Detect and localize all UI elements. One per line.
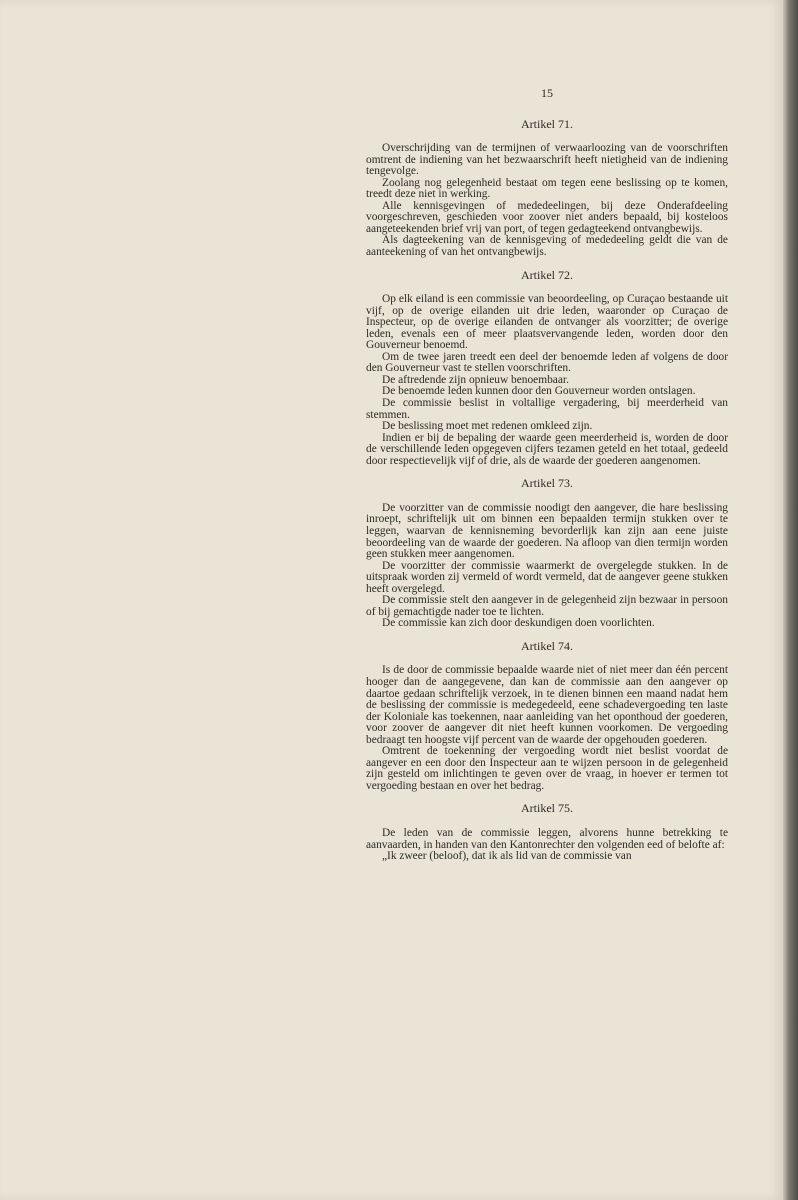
article-paragraph: Alle kennisgevingen of mededeelingen, bij deze Onderafdeeling voorgeschreven, geschieden voor zoover niet anders bepaald, bij kosteloos aangeteekenden brief vrij van port, of tegen gedagteekend ontvangbewijs.: [366, 199, 728, 235]
article-paragraph: De leden van de commissie leggen, alvorens hunne betrekking te aanvaarden, in handen van den Kantonrechter den volgenden eed of belofte af:: [366, 826, 728, 851]
article-paragraph: De voorzitter der commissie waarmerkt de overgelegde stukken. In de uitspraak worden zij vermeld of wordt vermeld, dat de aangever geene stukken heeft overgelegd.: [366, 559, 728, 595]
article-paragraph: Als dagteekening van de kennisgeving of mededeeling geldt die van de aanteekening of van het ontvangbewijs.: [366, 234, 728, 259]
article-paragraph: De beslissing moet met redenen omkleed zijn.: [382, 420, 593, 433]
article-71: [366, 116, 728, 259]
article-74: [366, 638, 728, 793]
article-paragraph: Op elk eiland is een commissie van beoordeeling, op Curaçao bestaande uit vijf, op de overige eilanden uit drie leden, waaronder op Curaçao de Inspecteur, op de overige eilanden de ontvanger als voorzitter; de overige leden, evenals een of meer plaatsvervangende leden, worden door den Gouverneur benoemd.: [366, 293, 728, 352]
article-73: [366, 478, 728, 630]
article-paragraph: De commissie stelt den aangever in de gelegenheid zijn bezwaar in persoon of bij gemachtigde nader toe te lichten.: [366, 594, 728, 618]
article-paragraph: De aftredende zijn opnieuw benoembaar.: [382, 373, 569, 386]
article-paragraph: De commissie beslist in voltallige vergadering, bij meerderheid van stemmen.: [366, 397, 728, 421]
article-paragraph: De voorzitter van de commissie noodigt den aangever, die hare beslissing inroept, schriftelijk uit om binnen een bepaalden termijn stukken over te leggen, waarvan de kennisneming bevorderlijk kan zijn aan eene juiste beoordeeling van de waarde der goederen. Na afloop van dien termijn worden geen stukken meer aangenomen.: [366, 501, 728, 561]
page-content: [366, 88, 728, 863]
page-edge-shadow: [783, 0, 798, 1200]
article-heading: Artikel 73.: [521, 476, 573, 491]
article-heading: Artikel 74.: [521, 638, 573, 653]
article-heading: Artikel 72.: [521, 267, 573, 282]
article-paragraph: Zoolang nog gelegenheid bestaat om tegen eene beslissing op te komen, treedt deze niet in werking.: [366, 176, 728, 201]
article-heading: Artikel 75.: [521, 801, 573, 816]
article-paragraph: Indien er bij de bepaling der waarde geen meerderheid is, worden de door de verschillende leden opgegeven cijfers tezamen geteld en het totaal, gedeeld door respectievelijk vijf of drie, als de waarde der goederen aangenomen.: [366, 431, 728, 467]
article-paragraph: De commissie kan zich door deskundigen doen voorlichten.: [382, 617, 655, 630]
article-paragraph: De benoemde leden kunnen door den Gouverneur worden ontslagen.: [382, 385, 696, 398]
article-paragraph: Is de door de commissie bepaalde waarde niet of niet meer dan één percent hooger dan de aangegevene, dan kan de commissie aan den aangever op daartoe gedaan schriftelijk verzoek, in te dienen binnen een maand nadat hem de beslissing der commissie is medegedeeld, eene schadevergoeding ten laste der Koloniale kas toekennen, naar aanleiding van het oponthoud der goederen, voor zoover de aangever dit niet heeft kunnen voorkomen. De vergoeding bedraagt ten hoogste vijf percent van de waarde der opgehouden goederen.: [366, 664, 728, 746]
article-paragraph: Overschrijding van de termijnen of verwaarloozing van de voorschriften omtrent de indiening van het bezwaarschrift heeft nietigheid van de indiening tengevolge.: [366, 142, 728, 178]
page-number: 15: [541, 86, 553, 100]
article-paragraph: Omtrent de toekenning der vergoeding wordt niet beslist voordat de aangever en een door den Inspecteur aan te wijzen persoon in de gelegenheid zijn gesteld om inlichtingen te geven over de vraag, in hoever er termen tot vergoeding bestaan en over het bedrag.: [366, 745, 728, 792]
article-72: [366, 267, 728, 468]
article-paragraph: Om de twee jaren treedt een deel der benoemde leden af volgens de door den Gouverneur vast te stellen voorschriften.: [366, 350, 728, 375]
article-heading: Artikel 71.: [521, 116, 573, 131]
article-75: [366, 803, 728, 862]
article-paragraph: „Ik zweer (beloof), dat ik als lid van de commissie van: [382, 850, 632, 863]
